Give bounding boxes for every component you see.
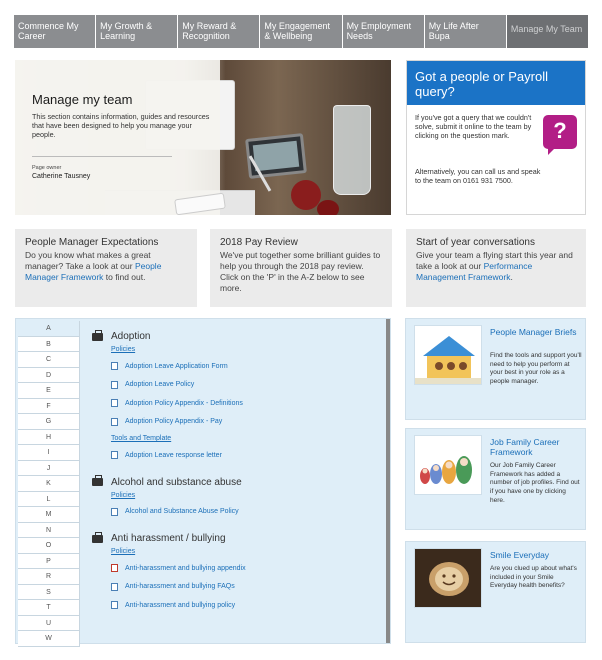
pdf-icon [111,564,118,572]
document-icon [111,508,118,516]
tools-template-link[interactable]: Tools and Template [111,435,172,442]
promo-text: We've put together some brilliant guides to help you through the 2018 pay review. Click on the 'P' in the A-Z below to see more. [220,250,381,293]
document-icon [111,399,118,407]
letter-f[interactable]: F [18,399,80,415]
document-link[interactable]: Adoption Leave Policy [111,376,382,395]
glass-image [333,105,371,195]
nav-my-employment-needs[interactable]: My Employment Needs [343,15,425,48]
section-title-adoption: Adoption [92,331,382,342]
document-link[interactable]: Adoption Leave Application Form [111,357,382,376]
promo-pay-review [210,229,392,307]
top-navigation [14,15,588,48]
promo-text: Give your team a flying start this year and take a look at our Performance Management Framework. [416,250,573,282]
card-smile-everyday[interactable] [405,541,586,643]
letter-l[interactable]: L [18,492,80,508]
letter-w[interactable]: W [18,631,80,647]
document-link[interactable]: Alcohol and Substance Abuse Policy [111,503,382,522]
query-phone-text: Alternatively, you can call us and speak to the team on 0161 931 7500. [415,167,541,185]
hero-banner [15,60,391,215]
policies-link[interactable]: Policies [111,491,136,499]
letter-a[interactable]: A [18,321,80,337]
page-owner-name: Catherine Tausney [32,173,91,180]
a-z-content [92,325,382,615]
letter-o[interactable]: O [18,538,80,554]
letter-b[interactable]: B [18,337,80,353]
letter-i[interactable]: I [18,445,80,461]
apple-image-2 [317,200,339,215]
nav-my-reward-recognition[interactable]: My Reward & Recognition [178,15,260,48]
promo-people-manager-expectations [15,229,197,307]
nav-manage-my-team[interactable]: Manage My Team [507,15,588,48]
document-icon [111,362,118,370]
policies-link[interactable]: Policies [111,548,136,555]
nav-my-engagement-wellbeing[interactable]: My Engagement & Wellbeing [260,15,342,48]
nav-commence-my-career[interactable]: Commence My Career [14,15,96,48]
briefcase-icon [92,333,103,341]
letter-c[interactable]: C [18,352,80,368]
promo-title: 2018 Pay Review [220,237,298,248]
letter-j[interactable]: J [18,461,80,477]
card-title[interactable]: Job Family Career Framework [490,437,560,457]
performance-management-framework-link[interactable]: Performance Management Framework [416,261,533,282]
page-owner-label: Page owner [32,165,62,171]
card-image-coffee [414,548,482,608]
document-icon [111,583,118,591]
letter-e[interactable]: E [18,383,80,399]
document-icon [111,381,118,389]
section-title-harassment: Anti harassment / bullying [92,533,382,544]
letter-m[interactable]: M [18,507,80,523]
document-link[interactable]: Adoption Policy Appendix - Definitions [111,394,382,413]
letter-n[interactable]: N [18,523,80,539]
document-link[interactable]: Adoption Leave response letter [111,446,382,465]
people-manager-framework-link[interactable]: People Manager Framework [25,261,162,282]
card-image-illustration [414,325,482,385]
document-icon [111,451,118,459]
question-mark-icon[interactable]: ? [543,115,577,149]
promo-start-of-year [406,229,586,307]
card-people-manager-briefs[interactable] [405,318,586,420]
document-icon [111,418,118,426]
query-title: Got a people or Payroll query? [407,61,585,105]
scrollbar[interactable] [386,319,390,643]
divider [32,156,172,157]
card-image-matryoshka-dolls [414,435,482,495]
document-link[interactable]: Anti-harassment and bullying appendix [111,559,382,578]
nav-my-growth-learning[interactable]: My Growth & Learning [96,15,178,48]
letter-g[interactable]: G [18,414,80,430]
letter-r[interactable]: R [18,569,80,585]
letter-u[interactable]: U [18,616,80,632]
letter-index [18,321,80,647]
hero-description: This section contains information, guides and resources that have been designed to help you manage your people. [32,112,210,139]
page-title: Manage my team [32,92,133,107]
promo-title: Start of year conversations [416,237,535,248]
letter-k[interactable]: K [18,476,80,492]
query-text: If you've got a query that we couldn't solve, submit it online to the team by clicking on the question mark. [415,113,532,140]
letter-s[interactable]: S [18,585,80,601]
nav-my-life-after-bupa[interactable]: My Life After Bupa [425,15,507,48]
promo-text: Do you know what makes a great manager? Take a look at our People Manager Framework to find out. [25,250,162,282]
document-link[interactable]: Anti-harassment and bullying policy [111,596,382,615]
document-icon [111,601,118,609]
card-job-family-career-framework[interactable] [405,428,586,530]
document-link[interactable]: Anti-harassment and bullying FAQs [111,578,382,597]
tablet-image [245,133,307,179]
policies-link[interactable]: Policies [111,346,136,353]
section-title-alcohol: Alcohol and substance abuse [92,477,382,488]
document-link[interactable]: Adoption Policy Appendix - Pay [111,413,382,432]
query-box [406,60,586,215]
card-text: Our Job Family Career Framework has added a number of job profiles. Find out if you have one by clicking here. [490,462,580,504]
card-text: Find the tools and support you'll need to help you perform at your best in your role as a people manager. [490,352,582,386]
letter-p[interactable]: P [18,554,80,570]
letter-t[interactable]: T [18,600,80,616]
briefcase-icon [92,535,103,543]
briefcase-icon [92,478,103,486]
card-title[interactable]: Smile Everyday [490,550,550,560]
letter-d[interactable]: D [18,368,80,384]
card-title[interactable]: People Manager Briefs [490,327,577,337]
promo-title: People Manager Expectations [25,237,159,248]
a-z-index-panel [15,318,391,644]
letter-h[interactable]: H [18,430,80,446]
card-text: Are you clued up about what's included in your Smile Everyday health benefits? [490,565,577,590]
